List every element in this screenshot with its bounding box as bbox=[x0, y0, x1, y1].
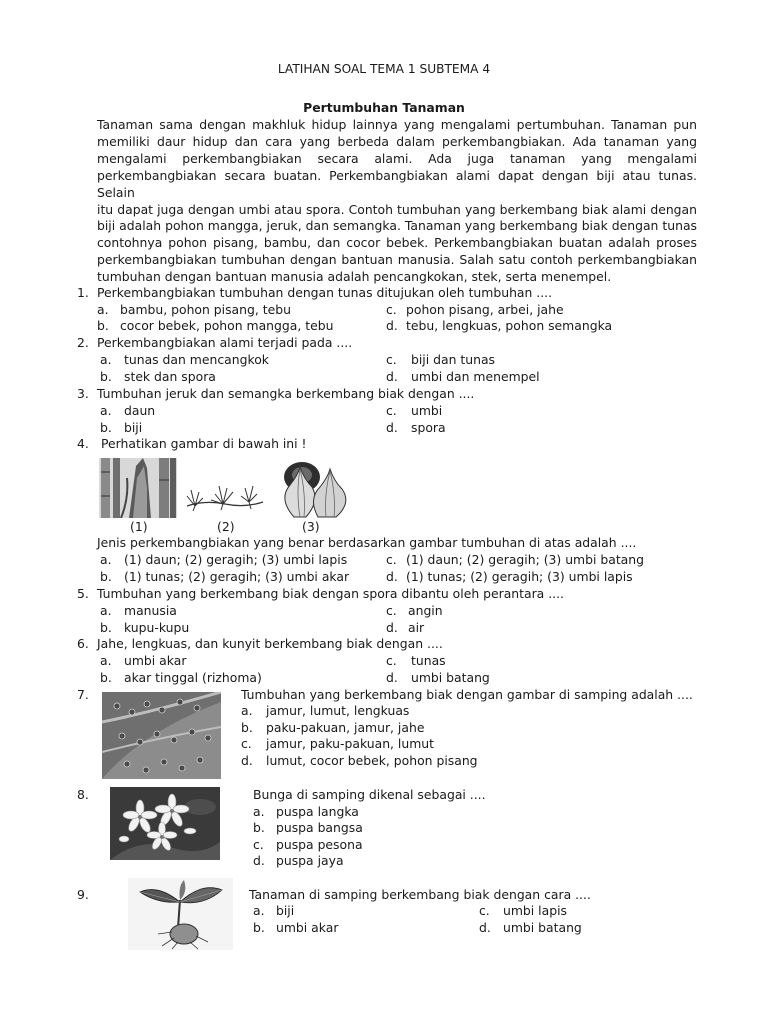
question-text: Jahe, lengkuas, dan kunyit berkembang biak dengan .... bbox=[97, 636, 443, 651]
question-text: Tumbuhan yang berkembang biak dengan gambar di samping adalah .... bbox=[241, 687, 693, 702]
question-number: 3. bbox=[77, 386, 89, 401]
runner-plant-image bbox=[185, 470, 265, 512]
option-text: jamur, paku-pakuan, lumut bbox=[266, 736, 435, 751]
option-text: air bbox=[408, 620, 425, 635]
question-number: 4. bbox=[77, 436, 89, 451]
option-text: tebu, lengkuas, pohon semangka bbox=[406, 318, 613, 333]
option-text: (1) daun; (2) geragih; (3) umbi batang bbox=[406, 552, 644, 567]
option-letter: c. bbox=[479, 903, 490, 918]
option-letter: c. bbox=[386, 302, 397, 317]
option-text: paku-pakuan, jamur, jahe bbox=[266, 720, 425, 735]
option-text: cocor bebek, pohon mangga, tebu bbox=[120, 318, 334, 333]
option-letter: c. bbox=[386, 552, 397, 567]
option-text: pohon pisang, arbei, jahe bbox=[406, 302, 564, 317]
question-text: Tumbuhan yang berkembang biak dengan spora dibantu oleh perantara .... bbox=[97, 586, 564, 601]
question-number: 7. bbox=[77, 687, 89, 702]
option-letter: a. bbox=[253, 903, 265, 918]
option-letter: d. bbox=[386, 420, 398, 435]
question-text: Jenis perkembangbiakan yang benar berdasarkan gambar tumbuhan di atas adalah .... bbox=[97, 535, 637, 550]
paragraph-line: perkembangbiakan tumbuhan dengan bantuan manusia. Salah satu contoh perkembangbiakan bbox=[97, 252, 697, 268]
option-letter: b. bbox=[253, 820, 265, 835]
root-tuber-plant-image bbox=[128, 878, 233, 950]
jasmine-flower-image bbox=[110, 787, 220, 860]
option-text: biji bbox=[276, 903, 295, 918]
option-text: (1) daun; (2) geragih; (3) umbi lapis bbox=[124, 552, 348, 567]
paragraph-line: mengalami perkembangbiakan secara alami. Ada juga tanaman yang mengalami bbox=[97, 150, 697, 166]
option-letter: a. bbox=[100, 552, 112, 567]
option-text: tunas dan mencangkok bbox=[124, 352, 269, 367]
option-text: puspa jaya bbox=[276, 853, 344, 868]
paragraph-line: contohnya pohon pisang, bambu, dan cocor bebek. Perkembangbiakan buatan adalah proses bbox=[97, 235, 697, 251]
option-letter: d. bbox=[386, 620, 398, 635]
option-text: angin bbox=[408, 603, 443, 618]
paragraph-line: biji adalah pohon mangga, jeruk, dan semangka. Tanaman yang berkembang biak dengan tunas bbox=[97, 218, 697, 234]
option-letter: d. bbox=[479, 920, 491, 935]
option-letter: d. bbox=[386, 318, 398, 333]
option-letter: b. bbox=[100, 670, 112, 685]
paragraph-line: memiliki daur hidup dan cara yang berbeda dalam perkembangbiakan. Ada tanaman yang bbox=[97, 133, 697, 149]
option-text: jamur, lumut, lengkuas bbox=[266, 703, 410, 718]
question-text: Tanaman di samping berkembang biak dengan cara .... bbox=[249, 887, 591, 902]
option-letter: c. bbox=[253, 837, 264, 852]
intro-paragraph bbox=[97, 117, 697, 286]
option-text: (1) tunas; (2) geragih; (3) umbi lapis bbox=[406, 569, 633, 584]
page-title: LATIHAN SOAL TEMA 1 SUBTEMA 4 bbox=[277, 62, 491, 76]
option-letter: a. bbox=[100, 403, 112, 418]
option-text: puspa pesona bbox=[276, 837, 363, 852]
option-text: daun bbox=[124, 403, 156, 418]
paragraph-line: perkembangbiakan secara buatan. Perkembangbiakan alami dapat dengan biji atau tunas. Selain bbox=[97, 167, 697, 200]
option-text: manusia bbox=[124, 603, 177, 618]
option-letter: a. bbox=[100, 603, 112, 618]
question-number: 2. bbox=[77, 335, 89, 350]
paragraph-line: Tanaman sama dengan makhluk hidup lainnya yang mengalami pertumbuhan. Tanaman pun bbox=[97, 117, 697, 132]
option-text: umbi batang bbox=[503, 920, 582, 935]
onion-bulb-image bbox=[274, 457, 354, 519]
option-text: umbi akar bbox=[276, 920, 339, 935]
option-letter: c. bbox=[386, 403, 397, 418]
bamboo-shoot-image bbox=[99, 458, 177, 518]
paragraph-line: itu dapat juga dengan umbi atau spora. Contoh tumbuhan yang berkembang biak alami dengan bbox=[97, 201, 697, 217]
question-number: 9. bbox=[77, 887, 89, 902]
question-text: Bunga di samping dikenal sebagai .... bbox=[253, 787, 486, 802]
option-letter: b. bbox=[253, 920, 265, 935]
option-text: tunas bbox=[411, 653, 446, 668]
option-text: umbi dan menempel bbox=[411, 369, 540, 384]
option-text: lumut, cocor bebek, pohon pisang bbox=[266, 753, 478, 768]
option-text: kupu-kupu bbox=[124, 620, 190, 635]
option-letter: b. bbox=[241, 720, 253, 735]
image-label: (2) bbox=[217, 519, 235, 534]
option-letter: c. bbox=[386, 603, 397, 618]
option-text: puspa bangsa bbox=[276, 820, 363, 835]
option-text: (1) tunas; (2) geragih; (3) umbi akar bbox=[124, 569, 350, 584]
option-letter: c. bbox=[386, 352, 397, 367]
question-number: 8. bbox=[77, 787, 89, 802]
option-letter: a. bbox=[100, 352, 112, 367]
option-text: puspa langka bbox=[276, 804, 359, 819]
option-letter: b. bbox=[100, 620, 112, 635]
option-letter: a. bbox=[100, 653, 112, 668]
option-text: umbi batang bbox=[411, 670, 490, 685]
option-letter: d. bbox=[386, 369, 398, 384]
option-letter: d. bbox=[253, 853, 265, 868]
option-text: spora bbox=[411, 420, 446, 435]
option-letter: a. bbox=[253, 804, 265, 819]
question-text: Perhatikan gambar di bawah ini ! bbox=[101, 436, 307, 451]
option-letter: c. bbox=[386, 653, 397, 668]
option-letter: b. bbox=[100, 369, 112, 384]
section-title: Pertumbuhan Tanaman bbox=[303, 100, 465, 115]
option-text: bambu, pohon pisang, tebu bbox=[120, 302, 291, 317]
option-text: akar tinggal (rizhoma) bbox=[124, 670, 262, 685]
option-letter: d. bbox=[241, 753, 253, 768]
option-letter: a. bbox=[97, 302, 109, 317]
option-letter: b. bbox=[100, 569, 112, 584]
option-text: stek dan spora bbox=[124, 369, 216, 384]
question-text: Tumbuhan jeruk dan semangka berkembang biak dengan .... bbox=[97, 386, 475, 401]
question-number: 5. bbox=[77, 586, 89, 601]
option-letter: d. bbox=[386, 569, 398, 584]
question-number: 1. bbox=[77, 285, 89, 300]
question-number: 6. bbox=[77, 636, 89, 651]
question-text: Perkembangbiakan tumbuhan dengan tunas ditujukan oleh tumbuhan .... bbox=[97, 285, 553, 300]
option-text: biji bbox=[124, 420, 143, 435]
option-text: umbi lapis bbox=[503, 903, 567, 918]
option-letter: b. bbox=[97, 318, 109, 333]
option-letter: a. bbox=[241, 703, 253, 718]
option-text: umbi akar bbox=[124, 653, 187, 668]
option-text: umbi bbox=[411, 403, 443, 418]
image-label: (3) bbox=[302, 519, 320, 534]
option-letter: c. bbox=[241, 736, 252, 751]
fern-spores-image bbox=[102, 692, 221, 779]
image-label: (1) bbox=[130, 519, 148, 534]
option-text: biji dan tunas bbox=[411, 352, 495, 367]
option-letter: b. bbox=[100, 420, 112, 435]
option-letter: d. bbox=[386, 670, 398, 685]
question-text: Perkembangbiakan alami terjadi pada .... bbox=[97, 335, 353, 350]
paragraph-line: tumbuhan dengan bantuan manusia adalah pencangkokan, stek, serta menempel. bbox=[97, 269, 612, 285]
